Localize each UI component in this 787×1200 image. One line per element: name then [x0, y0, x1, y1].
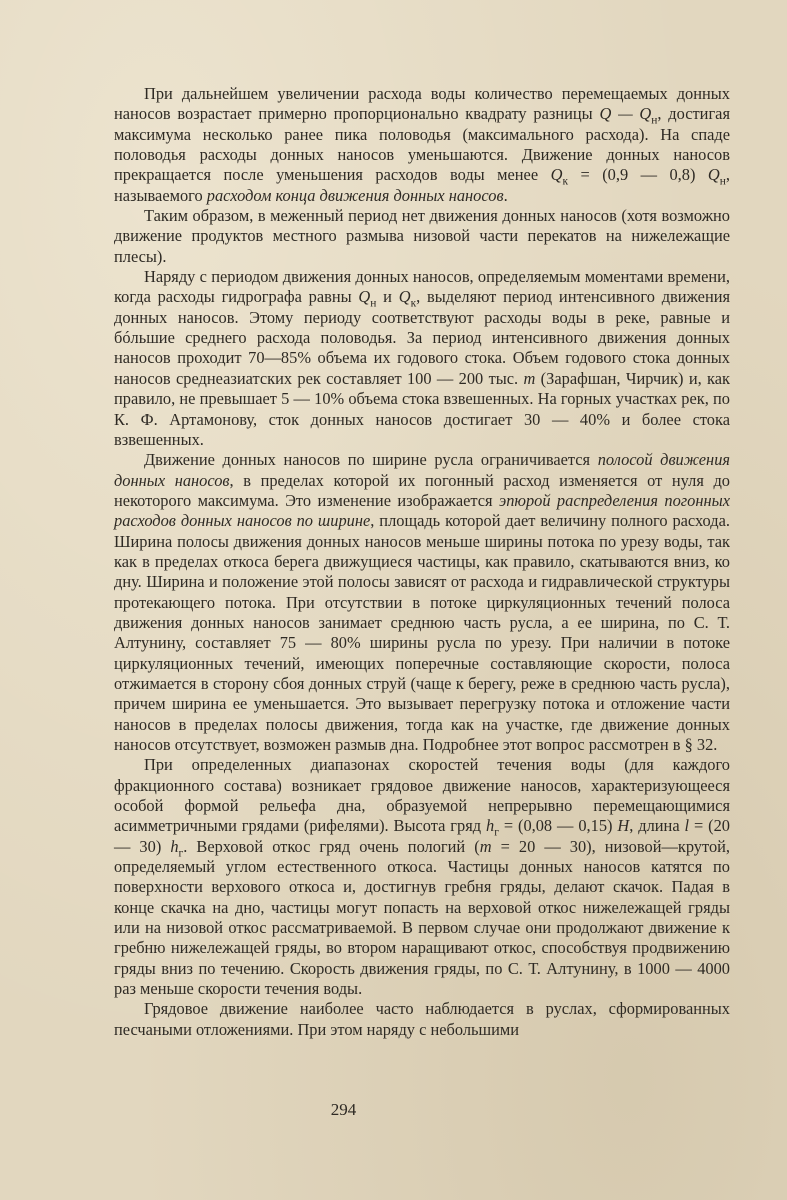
italic-run: полосой движения донных наносов	[114, 450, 731, 490]
text-run: = (0,08 — 0,15)	[498, 816, 618, 836]
text-run: , достигая максимума несколько ранее пика половодья (максимального расхода). На спаде половодья расходы донных наносов уменьшаются. Движение донных наносов прекращается после уменьшения расходов воды менее	[114, 104, 730, 185]
italic-run: Q	[707, 165, 720, 185]
text-run: Движение донных наносов по ширине русла ограничивается	[144, 450, 598, 470]
text-run: , площадь которой дает величину полного расхода. Ширина полосы движения донных наносов меньше ширины потока по урезу воды, так как в пределах откоса берега движущиеся частицы, как правило, скатываются вниз, ко дну. Ширина и положение этой полосы зависят от расхода и гидравлической структуры протекающего потока. При отсутствии в потоке циркуляционных течений полоса движения донных наносов занимает среднюю часть русла, а ее ширина, по С. Т. Алтунину, составляет 75 — 80% ширины русла по урезу. При наличии в потоке циркуляционных течений, имеющих поперечные составляющие скорости, полоса отжимается в сторону сбоя донных струй (чаще к берегу, реже в среднюю часть русла), причем ширина ее уменьшается. Это вызывает перегрузку потока и отложение части наносов в пределах полосы движения, тогда как на участке, где движение донных наносов отсутствует, возможен размыв дна. Подробнее этот вопрос рассмотрен в § 32.	[114, 511, 730, 754]
text-run: Грядовое движение наиболее часто наблюдается в руслах, сформированных песчаными отложениями. При этом наряду с небольшими	[114, 999, 730, 1039]
text-run: При определенных диапазонах скоростей течения воды (для каждого фракционного состава) возникает грядовое движение наносов, характеризующееся особой формой рельефа дна, образуемой непрерывно перемещающимися асимметричными грядами (рифелями). Высота гряд	[114, 755, 730, 836]
text-run: Наряду с периодом движения донных наносов, определяемым моментами времени, когда расходы гидрографа равны	[114, 267, 730, 307]
text-run: , выделяют период интенсивного движения донных наносов. Этому периоду соответствуют расходы воды в реке, равные и бóльшие среднего расхода половодья. За период интенсивного движения донных наносов проходит 70—85% объема их годового стока. Объем годового стока донных наносов среднеазиатских рек составляет 100 — 200 тыс.	[114, 287, 731, 388]
italic-run: расходом конца движения донных наносов	[206, 185, 504, 205]
subscript: н	[651, 114, 658, 127]
text-run: и	[376, 287, 399, 307]
italic-run: m	[479, 836, 492, 856]
italic-run: Q	[398, 287, 411, 307]
text-run: Таким образом, в меженный период нет движения донных наносов (хотя возможно движение продуктов местного размыва низовой части перекатов на нижележащие плесы).	[114, 206, 730, 266]
subscript: г	[178, 847, 184, 859]
italic-run: Q	[358, 287, 371, 307]
italic-run: h	[486, 816, 495, 836]
subscript: к	[562, 175, 569, 188]
paragraph	[114, 267, 730, 450]
text-run: .	[503, 185, 508, 205]
italic-run: l	[684, 816, 690, 836]
subscript: к	[410, 297, 417, 310]
text-run: (Зарафшан, Чирчик) и, как правило, не превышает 5 — 10% объема стока взвешенных. На горных участках рек, по К. Ф. Артамонову, сток донных наносов достигает 30 — 40% и более стока взвешенных.	[114, 368, 730, 449]
paragraph	[114, 84, 730, 206]
paragraph	[114, 755, 730, 999]
text-run: , длина	[629, 816, 685, 836]
text-run: , называемого	[114, 165, 730, 205]
text-run: = (20 — 30)	[114, 816, 730, 856]
italic-run: т	[523, 368, 536, 388]
page-number	[0, 1100, 787, 1120]
page-number-value: 294	[330, 1100, 357, 1119]
italic-run: эпюрой распределения погонных расходов донных наносов по ширине	[114, 490, 730, 531]
italic-run: h	[170, 836, 179, 856]
text-run: . Верховой откос гряд очень пологий (	[183, 836, 480, 856]
paragraph	[114, 450, 730, 755]
body-text	[114, 84, 730, 1040]
paragraph	[114, 999, 730, 1040]
text-run: = 20 — 30), низовой—крутой, определяемый углом естественного откоса. Частицы донных наносов катятся по поверхности верхового откоса и, достигнув гребня гряды, делают скачок. Падая в конце скачка на дно, частицы могут попасть на верховой откос нижележащей гряды или на низовой откос рассматриваемой. В первом случае они продолжают движение к гребню нижележащей гряды, во втором наращивают откос, способствуя продвижению гряды вниз по течению. Скорость движения гряды, по С. Т. Алтунину, в 1000 — 4000 раз меньше скорости течения воды.	[114, 836, 731, 999]
subscript: г	[494, 826, 499, 839]
text-run: = (0,9 — 0,8)	[568, 165, 708, 185]
italic-run: H	[617, 816, 630, 836]
text-run: , в пределах которой их погонный расход изменяется от нуля до некоторого максимума. Это изменение изображается	[114, 470, 730, 510]
paragraph	[114, 206, 730, 267]
subscript: н	[370, 297, 377, 310]
italic-run: Q	[550, 165, 563, 185]
subscript: н	[719, 175, 726, 188]
italic-run: Q — Q	[599, 104, 652, 124]
text-run: При дальнейшем увеличении расхода воды количество перемещаемых донных наносов возрастает примерно пропорционально квадрату разницы	[114, 84, 730, 124]
